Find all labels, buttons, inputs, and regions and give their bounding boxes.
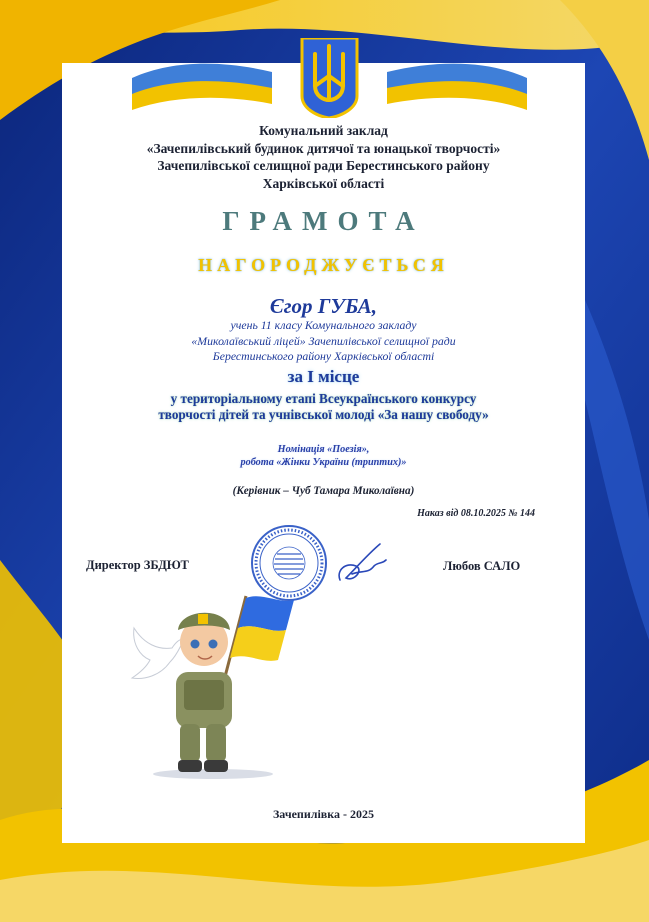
org-line-3: Зачепилівської селищної ради Берестинського району <box>157 158 490 173</box>
contest-description <box>62 391 585 423</box>
organization-header <box>62 122 585 192</box>
org-line-1: Комунальний заклад <box>259 123 388 138</box>
contest-line-2: творчості дітей та учнівської молоді «За нашу свободу» <box>158 407 489 422</box>
student-line-2: «Миколаївський ліцей» Зачепилівської селищної ради <box>191 333 456 348</box>
director-title: Директор ЗБДЮТ <box>86 558 189 572</box>
nomination-line-1: Номінація «Поезія», <box>277 444 370 455</box>
org-line-4: Харківської області <box>262 175 385 191</box>
handwritten-signature-icon <box>334 540 390 586</box>
org-line-2: «Зачепилівський будинок дитячої та юнацької творчості» <box>146 140 501 156</box>
director-name: Любов САЛО <box>443 559 521 573</box>
nomination-line-2: робота «Жінки України (триптих)» <box>240 457 407 468</box>
recipient-name: Єгор ГУБА, <box>269 294 378 318</box>
award-word: НАГОРОДЖУЄТЬСЯ <box>198 255 449 275</box>
coat-of-arms-trident-icon <box>132 38 527 118</box>
certificate-title: ГРАМОТА <box>222 206 425 236</box>
order-number: Наказ від 08.10.2025 № 144 <box>417 508 535 519</box>
student-line-3: Берестинського району Харківської області <box>212 349 435 363</box>
student-line-1: учень 11 класу Комунального закладу <box>230 318 417 332</box>
student-info <box>62 318 585 365</box>
city-and-year: Зачепилівка - 2025 <box>272 807 375 821</box>
place-award: за І місце <box>287 367 360 386</box>
leader-line: (Керівник – Чуб Тамара Миколаївна) <box>232 485 415 497</box>
boy-soldier-with-flag-and-dove-icon <box>118 584 308 780</box>
contest-line-1: у територіальному етапі Всеукраїнського конкурсу <box>170 391 477 406</box>
nomination-info <box>62 443 585 469</box>
